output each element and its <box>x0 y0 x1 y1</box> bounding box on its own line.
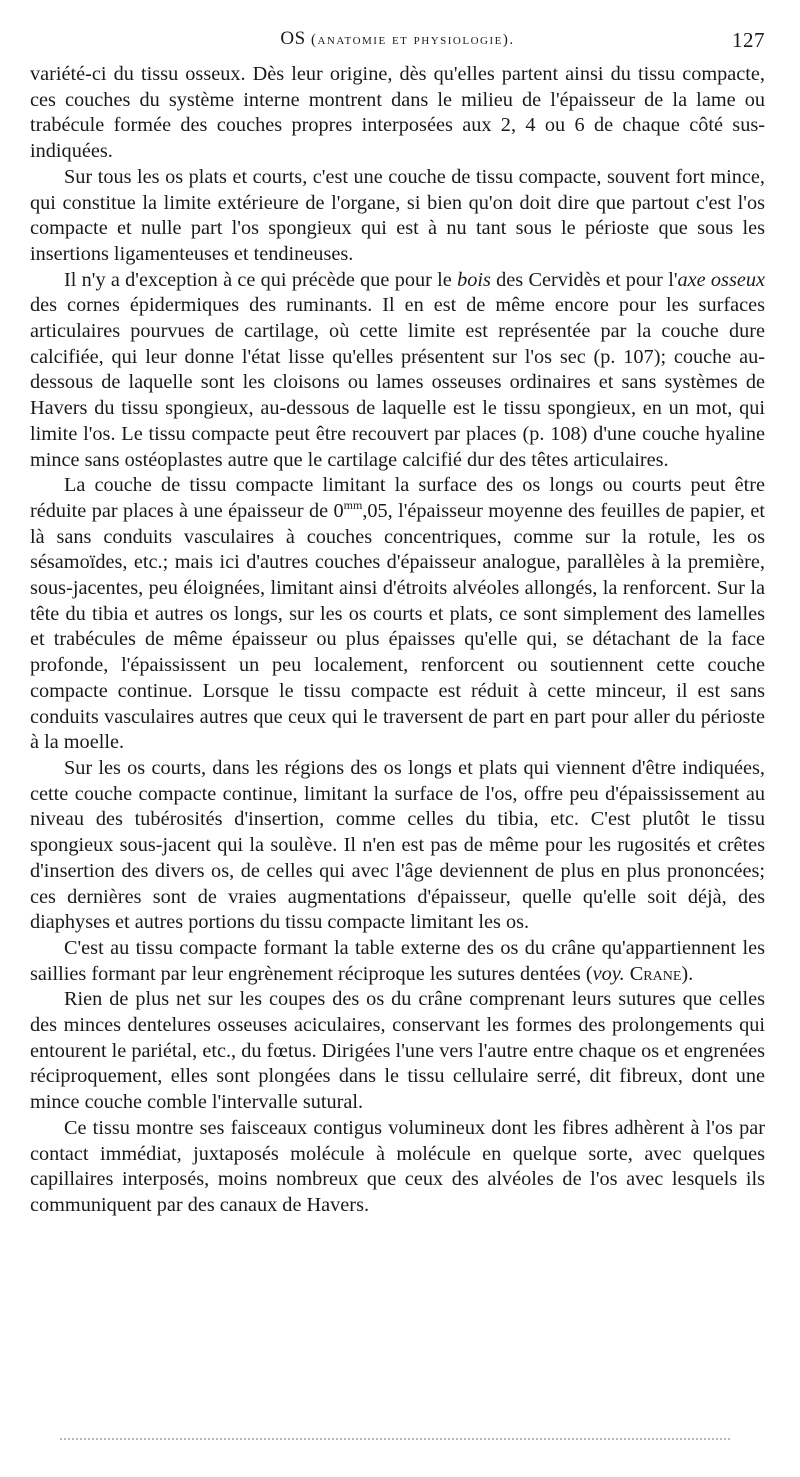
paragraph-5: Sur les os courts, dans les régions des os longs et plats qui viennent d'être indiquées, cette couche compacte continue, limitant la surface de l'os, offre peu d'épaississement au niveau des tubérosités d'insertion, comme celles du tibia, etc. C'est plutôt le tissu spongieux sous-jacent qui la soulève. Il n'en est pas de même pour les rugosités et crêtes d'insertion des divers os, de celles qui avec l'âge deviennent de plus en plus prononcées; ces dernières sont de vraies augmentations d'épaisseur, quelle qu'elle soit déjà, des diaphyses et autres portions du tissu compacte limitant les os. <box>30 756 765 934</box>
running-head <box>30 28 765 52</box>
paragraph-1: variété-ci du tissu osseux. Dès leur origine, dès qu'elles partent ainsi du tissu compacte, ces couches du système interne montrent dans le milieu de l'épaisseur de la lame ou trabécule formée des couches propres interposées aux 2, 4 ou 6 de chaque côté sus-indiquées. <box>30 63 765 163</box>
paragraph-6-text-b: ). <box>681 962 694 985</box>
body-text <box>30 62 765 1219</box>
page <box>30 28 765 1219</box>
italic-voy: voy. <box>592 962 625 985</box>
paragraph-8: Ce tissu montre ses faisceaux contigus volumineux dont les fibres adhèrent à l'os par contact immédiat, juxtaposés molécule à molécule en quelque sorte, avec quelques capillaires interposés, moins nombreux que ceux des alvéoles de l'os avec lesquels ils communiquent par des canaux de Havers. <box>30 1116 765 1216</box>
paragraph-3 <box>30 268 765 474</box>
running-title-main: OS <box>280 28 306 49</box>
paragraph-6-text-a: C'est au tissu compacte formant la table externe des os du crâne qu'appartiennent les saillies formant par leur engrènement réciproque les sutures dentées ( <box>30 936 765 985</box>
italic-bois: bois <box>457 268 491 291</box>
footer-rule <box>60 1438 730 1440</box>
paragraph-2: Sur tous les os plats et courts, c'est une couche de tissu compacte, souvent fort mince, qui constitue la limite extérieure de l'organe, si bien qu'on doit dire que partout c'est l'os compacte et nulle part l'os spongieux qui est à nu tant sous le périoste que sous les insertions ligamenteuses et tendineuses. <box>30 165 765 265</box>
paragraph-3-text-c: des cornes épidermiques des ruminants. Il en est de même encore pour les surfaces articulaires pourvues de cartilage, où cette limite est représentée par la couche dure calcifiée, qui leur donne l'état lisse qu'elles présentent sur l'os sec (p. 107); couche au-dessous de laquelle sont les cloisons ou lames osseuses ordinaires et sans systèmes de Havers du tissu spongieux, au-dessous de laquelle est le tissu spongieux, en un mot, qui limite l'os. Le tissu compacte peut être recouvert par places (p. 108) d'une couche hyaline mince sans ostéoplastes autre que le cartilage calcifié dur des têtes articulaires. <box>30 294 765 471</box>
paragraph-4 <box>30 473 765 756</box>
paragraph-3-text-a: Il n'y a d'exception à ce qui précède que pour le <box>64 268 458 291</box>
paragraph-6 <box>30 936 765 987</box>
running-title-sub: (anatomie et physiologie). <box>310 32 515 48</box>
unit-mm: mm <box>343 498 363 513</box>
paragraph-7: Rien de plus net sur les coupes des os du crâne comprenant leurs sutures que celles des minces dentelures osseuses aciculaires, conservant les formes des prolongements qui entourent le pariétal, etc., du fœtus. Dirigées l'une vers l'autre entre chaque os et engrenées réciproquement, elles sont plongées dans le tissu cellulaire serré, dit fibreux, dont une mince couche comble l'intervalle sutural. <box>30 988 765 1114</box>
page-number: 127 <box>732 28 765 52</box>
cross-reference-crane: Crane <box>629 962 682 985</box>
paragraph-4-text-a: La couche de tissu compacte limitant la surface des os longs ou courts peut être réduite par places à une épaisseur de 0 <box>30 474 765 522</box>
paragraph-4-text-b: ,05, l'épaisseur moyenne des feuilles de papier, et là sans conduits vasculaires à couches concentriques, comme sur la rotule, les os sésamoïdes, etc.; mais ici d'autres couches d'épaisseur analogue, parallèles à la première, sous-jacentes, peu éloignées, limitant ainsi d'étroits alvéoles allongés, la renforcent. Sur la tête du tibia et autres os longs, sur les os courts et plats, ce sont simplement des lamelles et trabécules de même épaisseur ou plus épaisses qu'elle qui, se détachant de la face profonde, l'épaississent un peu localement, renforcent ou soutiennent cette couche compacte continue. Lorsque le tissu compacte est réduit à cette minceur, il est sans conduits vasculaires autres que ceux qui le traversent de part en part pour aller du périoste à la moelle. <box>30 499 765 754</box>
paragraph-3-text-b: des Cervidès et pour l' <box>490 268 678 291</box>
italic-axe-osseux: axe osseux <box>677 268 765 291</box>
running-title <box>280 28 514 50</box>
